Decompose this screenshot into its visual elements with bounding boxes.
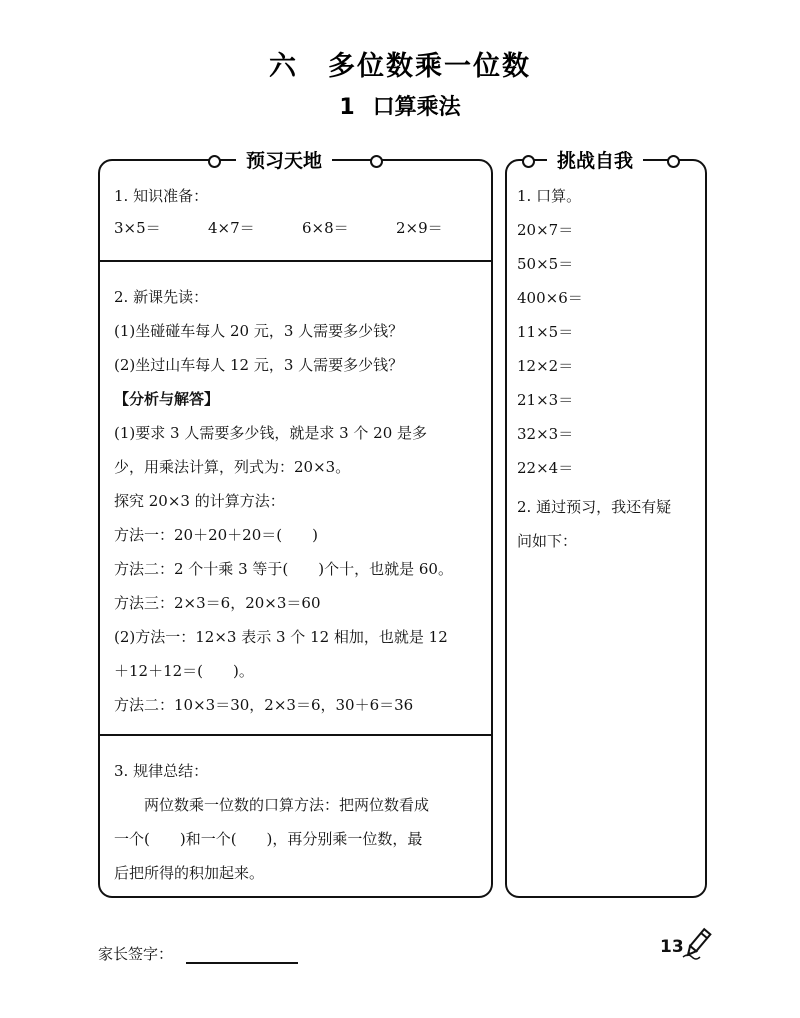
equation: 3×5＝ — [114, 219, 161, 237]
lesson-title — [0, 90, 800, 121]
decor-circle-icon — [667, 155, 680, 168]
mental-math-item: 22×4＝ — [517, 459, 574, 477]
section-title: 2. 新课先读： — [114, 288, 209, 306]
section-title: 1. 知识准备： — [114, 187, 209, 205]
page-number: 13 — [660, 937, 684, 957]
section-divider — [100, 260, 491, 262]
text-line: (1)要求 3 人需要多少钱，就是求 3 个 20 是多 — [114, 424, 428, 442]
decor-circle-icon — [208, 155, 221, 168]
text-line: (2)坐过山车每人 12 元，3 人需要多少钱？ — [114, 356, 404, 374]
text-line: 一个( )和一个( )，再分别乘一位数，最 — [114, 830, 423, 848]
text-line: 少，用乘法计算，列式为：20×3。 — [114, 458, 351, 476]
equation: 2×9＝ — [396, 219, 443, 237]
mental-math-item: 12×2＝ — [517, 357, 574, 375]
equation: 4×7＝ — [208, 219, 255, 237]
mental-math-item: 20×7＝ — [517, 221, 574, 239]
text-line: ＋12＋12＝( )。 — [114, 662, 254, 680]
signature-line[interactable] — [186, 962, 298, 964]
preview-panel — [98, 150, 493, 898]
chapter-name: 多位数乘一位数 — [328, 51, 531, 82]
preview-panel-title: 预习天地 — [236, 147, 332, 175]
analysis-heading: 【分析与解答】 — [114, 390, 220, 408]
text-line: 后把所得的积加起来。 — [114, 864, 265, 882]
text-line: (2)方法一：12×3 表示 3 个 12 相加，也就是 12 — [114, 628, 448, 646]
text-line: 探究 20×3 的计算方法： — [114, 492, 285, 510]
challenge-panel-title: 挑战自我 — [547, 147, 643, 175]
section-title: 3. 规律总结： — [114, 762, 209, 780]
equation: 6×8＝ — [302, 219, 349, 237]
decor-circle-icon — [370, 155, 383, 168]
decor-circle-icon — [522, 155, 535, 168]
section-divider — [100, 734, 491, 736]
challenge-panel — [505, 150, 707, 898]
pencil-icon — [680, 926, 714, 962]
mental-math-item: 32×3＝ — [517, 425, 574, 443]
lesson-number: 1 — [339, 95, 355, 120]
mental-math-item: 400×6＝ — [517, 289, 583, 307]
text-line: (1)坐碰碰车每人 20 元，3 人需要多少钱？ — [114, 322, 404, 340]
lesson-name: 口算乘法 — [372, 95, 461, 120]
text-line: 方法一：20＋20＋20＝( ) — [114, 526, 318, 544]
text-line: 两位数乘一位数的口算方法：把两位数看成 — [144, 796, 430, 814]
question-text: 2. 通过预习，我还有疑 — [517, 498, 672, 516]
mental-math-item: 50×5＝ — [517, 255, 574, 273]
mental-math-item: 21×3＝ — [517, 391, 574, 409]
text-line: 方法二：10×3＝30，2×3＝6，30＋6＝36 — [114, 696, 414, 714]
chapter-title — [0, 44, 800, 83]
question-title: 1. 口算。 — [517, 187, 582, 205]
parent-sign-label: 家长签字： — [98, 945, 174, 963]
chapter-number: 六 — [269, 51, 298, 82]
text-line: 方法二：2 个十乘 3 等于( )个十，也就是 60。 — [114, 560, 453, 578]
text-line: 方法三：2×3＝6，20×3＝60 — [114, 594, 321, 612]
question-text: 问如下： — [517, 532, 578, 550]
mental-math-item: 11×5＝ — [517, 323, 574, 341]
